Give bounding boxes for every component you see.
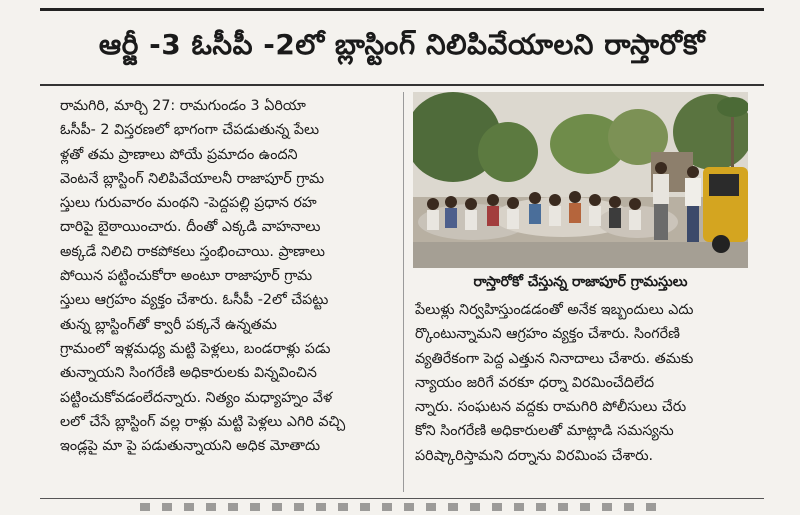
- article-body-left: [60, 94, 396, 489]
- top-rule: [40, 8, 764, 11]
- body-line: ఇండ్లపై మా పై పడుతున్నాయని అధిక మోతాదు: [60, 438, 321, 455]
- body-line: కోని సింగరేణి అధికారులతో మాట్లాడి సమస్యను: [415, 423, 674, 440]
- body-line: లలో చేసే బ్లాస్టింగ్ వల్ల రాళ్లు మట్టి పెళ్లలు ఎగిరి వచ్చి: [60, 413, 346, 430]
- body-line: పేలుళ్లు నిర్వహిస్తుండడంతో అనేక ఇబ్బందులు ఎదు: [415, 302, 694, 318]
- body-line: ఓసీపీ- 2 విస్తరణలో భాగంగా చేపడుతున్న పేలు: [60, 122, 320, 139]
- body-line: ళ్లతో తమ ప్రాణాలు పోయే ప్రమాదం ఉందని: [60, 146, 298, 163]
- body-line: వ్యతిరేకంగా పెద్ద ఎత్తున నినాదాలు చేశారు. తమకు: [415, 350, 694, 367]
- body-line: స్తులు ఆగ్రహం వ్యక్తం చేశారు. ఓసీపీ -2లో చేపట్టు: [60, 292, 329, 309]
- column-divider: [403, 92, 404, 492]
- body-line: పరిష్కారిస్తామని దర్నాను విరమింప చేశారు.: [415, 447, 654, 464]
- bottom-rule: [40, 498, 764, 499]
- body-line: గ్రామంలో ఇళ్లమధ్య మట్టి పెళ్లలు, బండరాళ్లు పడు: [60, 340, 331, 357]
- news-photo: [413, 92, 748, 268]
- next-article-fragment: [140, 503, 660, 511]
- photo-caption: రాస్తారోకో చేస్తున్న రాజాపూర్ గ్రామస్తులు: [473, 273, 688, 290]
- body-line: తున్న బ్లాస్టింగ్‌తో క్వారీ పక్కనే ఉన్నతమ: [60, 316, 277, 333]
- body-line: పట్టించుకోవడంలేదన్నారు. నిత్యం మధ్యాహ్నం వేళ: [60, 389, 333, 406]
- body-line: అక్కడే నిలిచి రాకపోకలు స్తంభించాయి. ప్రాణాలు: [60, 243, 325, 260]
- article-body-right: [415, 298, 748, 488]
- headline: ఆర్జీ -3 ఓసీపీ -2లో బ్లాస్టింగ్ నిలిపివేయాలని రాస్తారోకో: [98, 28, 706, 61]
- body-line: దారిపై బైఠాయించారు. దీంతో ఎక్కడి వాహనాలు: [60, 219, 321, 236]
- body-line: న్యాయం జరిగే వరకూ ధర్నా విరమించేదిలేద: [415, 374, 655, 391]
- body-line: పోయిన పట్టించుకోరా అంటూ రాజాపూర్ గ్రామ: [60, 268, 313, 285]
- body-line: తున్నాయని సింగరేణి అధికారులకు విన్నవించిన: [60, 365, 317, 382]
- body-line: స్తులు గురువారం మంథని -పెద్దపల్లి ప్రధాన రహ: [60, 195, 317, 212]
- body-line: ర్కొంటున్నామని ఆగ్రహం వ్యక్తం చేశారు. సింగరేణి: [415, 326, 680, 343]
- body-line: న్నారు. సంఘటన వద్దకు రామగిరి పోలీసులు చేరు: [415, 399, 687, 416]
- body-line: వెంటనే బ్లాస్టింగ్ నిలిపివేయాలనీ రాజాపూర్ గ్రామ: [60, 170, 325, 187]
- body-line: రామగిరి, మార్చి 27: రామగుండం 3 ఏరియా: [60, 98, 306, 114]
- headline-rule: [40, 84, 764, 86]
